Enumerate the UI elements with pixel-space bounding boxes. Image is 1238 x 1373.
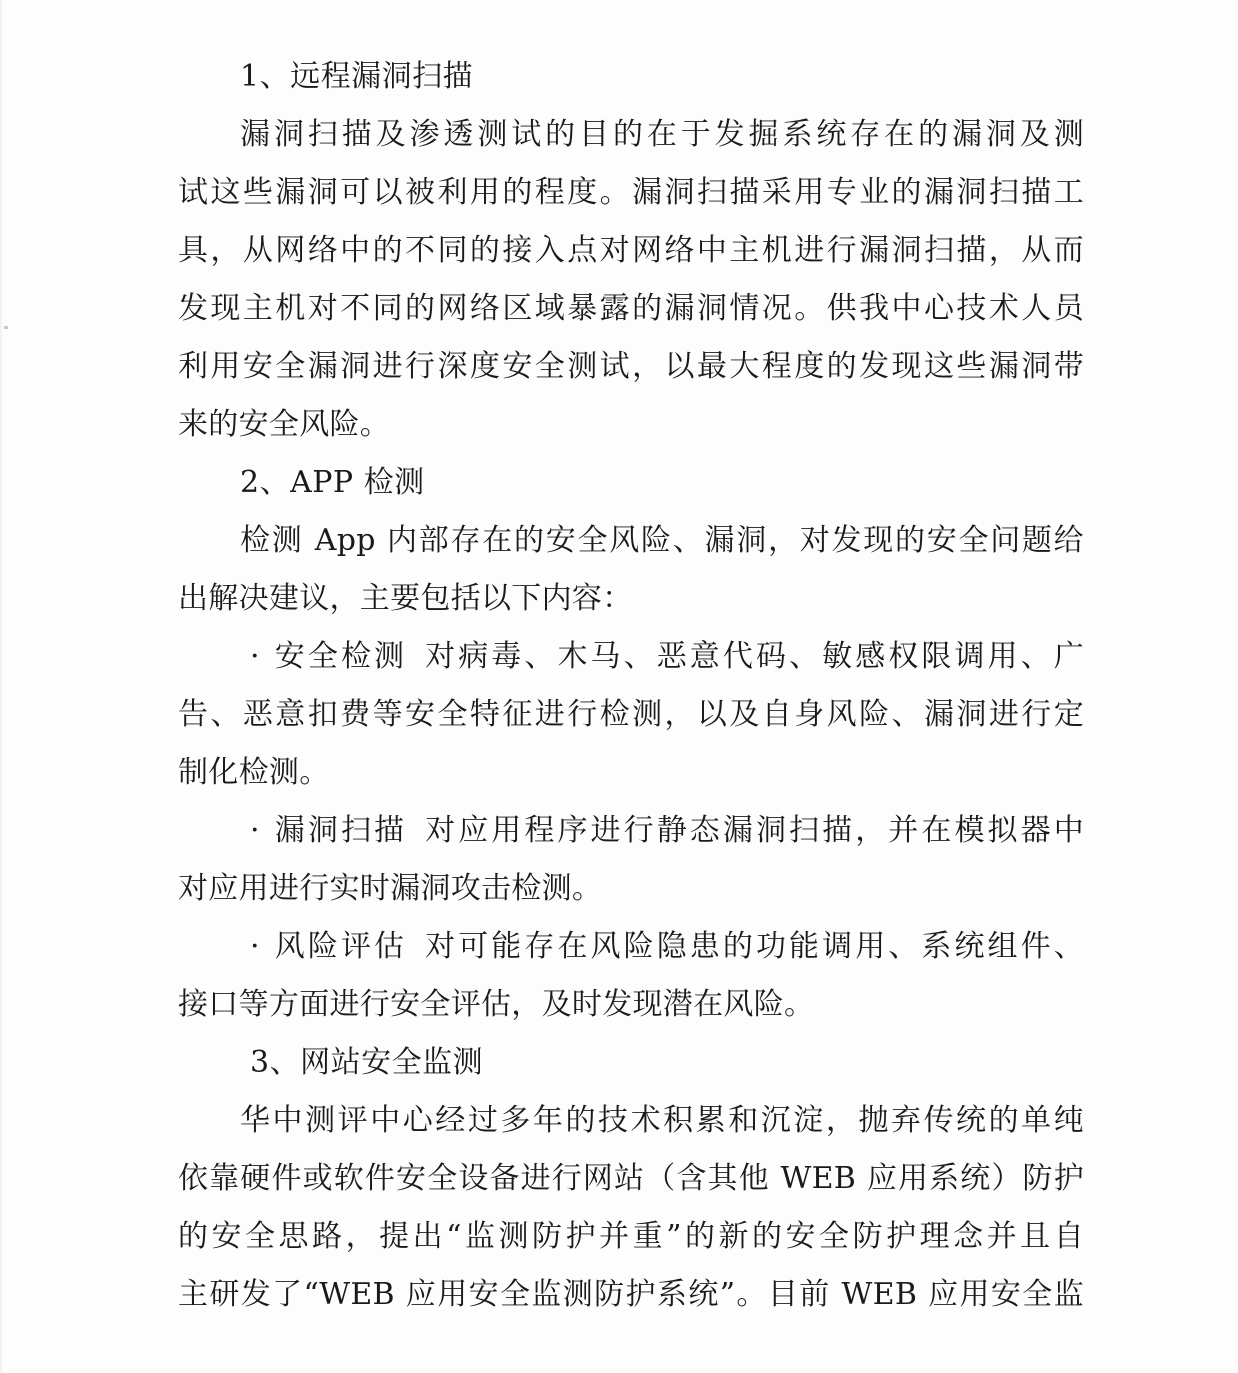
paragraph-line-text: 漏洞扫描及渗透测试的目的在于发掘系统存在的漏洞及测 xyxy=(240,117,1084,152)
section-heading-app-detection: 2、APP 检测 xyxy=(240,465,425,500)
paragraph-line-text: 检测 App 内部存在的安全风险、漏洞，对发现的安全问题给 xyxy=(240,523,1084,558)
scan-speck xyxy=(4,326,8,329)
paragraph-line: 具，从网络中的不同的接入点对网络中主机进行漏洞扫描，从而 xyxy=(178,233,1084,268)
bullet-item-security-detection xyxy=(178,628,1084,686)
paragraph-line: 主研发了“WEB 应用安全监测防护系统”。目前 WEB 应用安全监 xyxy=(178,1277,1084,1312)
bullet-continuation-line: 制化检测。 xyxy=(178,755,330,790)
paragraph-line: 试这些漏洞可以被利用的程度。漏洞扫描采用专业的漏洞扫描工 xyxy=(178,175,1084,210)
bullet-label: 安全检测 xyxy=(272,639,408,674)
section-heading-website-monitoring: 3、网站安全监测 xyxy=(250,1045,484,1080)
document-body xyxy=(178,48,1090,1324)
paragraph-line xyxy=(178,106,1090,164)
paragraph-line: 发现主机对不同的网络区域暴露的漏洞情况。供我中心技术人员 xyxy=(178,291,1084,326)
paragraph-line: 利用安全漏洞进行深度安全测试，以最大程度的发现这些漏洞带 xyxy=(178,349,1084,384)
bullet-marker: · xyxy=(250,639,260,674)
bullet-label: 漏洞扫描 xyxy=(272,813,408,848)
bullet-text: 对应用程序进行静态漏洞扫描，并在模拟器中 xyxy=(425,813,1085,848)
bullet-label: 风险评估 xyxy=(272,929,408,964)
bullet-continuation-line: 对应用进行实时漏洞攻击检测。 xyxy=(178,871,603,906)
bullet-marker: · xyxy=(250,813,260,848)
scan-edge-shadow xyxy=(0,0,2,1373)
bullet-continuation-line: 告、恶意扣费等安全特征进行检测，以及自身风险、漏洞进行定 xyxy=(178,697,1084,732)
bullet-continuation-line: 接口等方面进行安全评估，及时发现潜在风险。 xyxy=(178,987,815,1022)
section-heading-remote-scan: 1、远程漏洞扫描 xyxy=(240,59,474,94)
bullet-item-vulnerability-scan xyxy=(178,802,1084,860)
paragraph-line: 出解决建议，主要包括以下内容： xyxy=(178,581,633,616)
bullet-text: 对可能存在风险隐患的功能调用、系统组件、 xyxy=(425,929,1085,964)
bullet-item-risk-assessment xyxy=(178,918,1084,976)
paragraph-line: 依靠硬件或软件安全设备进行网站（含其他 WEB 应用系统）防护 xyxy=(178,1161,1084,1196)
paragraph-line xyxy=(178,512,1090,570)
paragraph-line-text: 华中测评中心经过多年的技术积累和沉淀，抛弃传统的单纯 xyxy=(240,1103,1084,1138)
paragraph-line: 来的安全风险。 xyxy=(178,407,391,442)
paragraph-line: 的安全思路，提出“监测防护并重”的新的安全防护理念并且自 xyxy=(178,1219,1084,1254)
paragraph-line xyxy=(178,1092,1090,1150)
bullet-marker: · xyxy=(250,929,260,964)
bullet-text: 对病毒、木马、恶意代码、敏感权限调用、广 xyxy=(425,639,1085,674)
